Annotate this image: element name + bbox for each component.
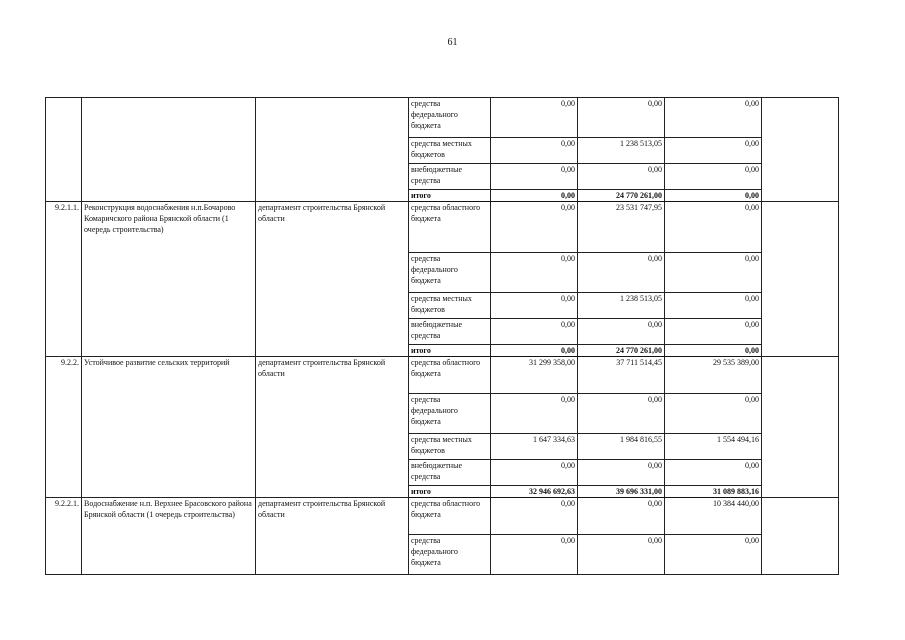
department-cell: департамент строительства Брянской области bbox=[256, 202, 409, 357]
funding-source-cell: средства областного бюджета bbox=[409, 498, 491, 535]
page-number: 61 bbox=[447, 37, 458, 48]
value-year-1: 0,00 bbox=[491, 202, 578, 253]
value-year-3: 0,00 bbox=[665, 535, 762, 575]
funding-source-cell: средства областного бюджета bbox=[409, 202, 491, 253]
item-code-cell: 9.2.2.1. bbox=[46, 498, 82, 575]
funding-source-cell: средства областного бюджета bbox=[409, 357, 491, 394]
value-year-3: 0,00 bbox=[665, 293, 762, 319]
funding-source-cell: итого bbox=[409, 345, 491, 357]
value-year-1: 0,00 bbox=[491, 98, 578, 138]
table-row bbox=[46, 357, 839, 394]
item-name-cell bbox=[82, 98, 256, 202]
value-year-3: 0,00 bbox=[665, 190, 762, 202]
item-name-cell: Реконструкция водоснабжения н.п.Бочарово Комаричского района Брянской области (1 очередь строительства) bbox=[82, 202, 256, 357]
item-code-cell: 9.2.2. bbox=[46, 357, 82, 498]
value-year-3: 0,00 bbox=[665, 319, 762, 345]
value-year-2: 1 984 816,55 bbox=[578, 434, 665, 460]
department-cell: департамент строительства Брянской области bbox=[256, 357, 409, 498]
value-year-3: 0,00 bbox=[665, 394, 762, 434]
value-year-1: 0,00 bbox=[491, 345, 578, 357]
value-year-1: 0,00 bbox=[491, 460, 578, 486]
value-year-2: 0,00 bbox=[578, 535, 665, 575]
value-year-3: 10 384 440,00 bbox=[665, 498, 762, 535]
funding-source-cell: внебюджетные средства bbox=[409, 460, 491, 486]
funding-source-cell: внебюджетные средства bbox=[409, 164, 491, 190]
funding-source-cell: итого bbox=[409, 190, 491, 202]
funding-source-cell: средства федерального бюджета bbox=[409, 394, 491, 434]
value-year-1: 0,00 bbox=[491, 293, 578, 319]
note-cell bbox=[762, 202, 839, 357]
item-name-cell: Устойчивое развитие сельских территорий bbox=[82, 357, 256, 498]
item-name-cell: Водоснабжение н.п. Верхнее Брасовского района Брянской области (1 очередь строительства) bbox=[82, 498, 256, 575]
department-cell bbox=[256, 98, 409, 202]
value-year-3: 31 089 883,16 bbox=[665, 486, 762, 498]
value-year-1: 0,00 bbox=[491, 138, 578, 164]
value-year-1: 0,00 bbox=[491, 498, 578, 535]
value-year-2: 0,00 bbox=[578, 394, 665, 434]
funding-source-cell: итого bbox=[409, 486, 491, 498]
value-year-1: 0,00 bbox=[491, 319, 578, 345]
value-year-2: 0,00 bbox=[578, 460, 665, 486]
table-row bbox=[46, 202, 839, 253]
item-code-cell bbox=[46, 98, 82, 202]
value-year-2: 1 238 513,05 bbox=[578, 138, 665, 164]
value-year-1: 0,00 bbox=[491, 394, 578, 434]
value-year-1: 0,00 bbox=[491, 535, 578, 575]
table-row bbox=[46, 98, 839, 138]
value-year-2: 23 531 747,95 bbox=[578, 202, 665, 253]
value-year-1: 1 647 334,63 bbox=[491, 434, 578, 460]
value-year-3: 0,00 bbox=[665, 253, 762, 293]
value-year-2: 0,00 bbox=[578, 253, 665, 293]
funding-source-cell: средства местных бюджетов bbox=[409, 293, 491, 319]
value-year-3: 0,00 bbox=[665, 460, 762, 486]
value-year-1: 0,00 bbox=[491, 190, 578, 202]
value-year-2: 0,00 bbox=[578, 319, 665, 345]
value-year-2: 1 238 513,05 bbox=[578, 293, 665, 319]
value-year-2: 24 770 261,00 bbox=[578, 345, 665, 357]
value-year-2: 24 770 261,00 bbox=[578, 190, 665, 202]
value-year-3: 0,00 bbox=[665, 98, 762, 138]
value-year-3: 1 554 494,16 bbox=[665, 434, 762, 460]
funding-source-cell: средства федерального бюджета bbox=[409, 253, 491, 293]
table-row bbox=[46, 498, 839, 535]
value-year-2: 0,00 bbox=[578, 498, 665, 535]
value-year-1: 0,00 bbox=[491, 253, 578, 293]
value-year-2: 0,00 bbox=[578, 164, 665, 190]
item-code-cell: 9.2.1.1. bbox=[46, 202, 82, 357]
department-cell: департамент строительства Брянской области bbox=[256, 498, 409, 575]
value-year-3: 0,00 bbox=[665, 202, 762, 253]
note-cell bbox=[762, 357, 839, 498]
note-cell bbox=[762, 98, 839, 202]
value-year-2: 39 696 331,00 bbox=[578, 486, 665, 498]
funding-source-cell: средства федерального бюджета bbox=[409, 535, 491, 575]
value-year-3: 0,00 bbox=[665, 138, 762, 164]
value-year-3: 0,00 bbox=[665, 345, 762, 357]
value-year-1: 32 946 692,63 bbox=[491, 486, 578, 498]
funding-source-cell: средства местных бюджетов bbox=[409, 138, 491, 164]
funding-source-cell: внебюджетные средства bbox=[409, 319, 491, 345]
note-cell bbox=[762, 498, 839, 575]
value-year-1: 31 299 358,00 bbox=[491, 357, 578, 394]
funding-source-cell: средства федерального бюджета bbox=[409, 98, 491, 138]
value-year-3: 0,00 bbox=[665, 164, 762, 190]
value-year-1: 0,00 bbox=[491, 164, 578, 190]
value-year-3: 29 535 389,00 bbox=[665, 357, 762, 394]
value-year-2: 0,00 bbox=[578, 98, 665, 138]
value-year-2: 37 711 514,45 bbox=[578, 357, 665, 394]
funding-source-cell: средства местных бюджетов bbox=[409, 434, 491, 460]
budget-table bbox=[45, 97, 839, 575]
